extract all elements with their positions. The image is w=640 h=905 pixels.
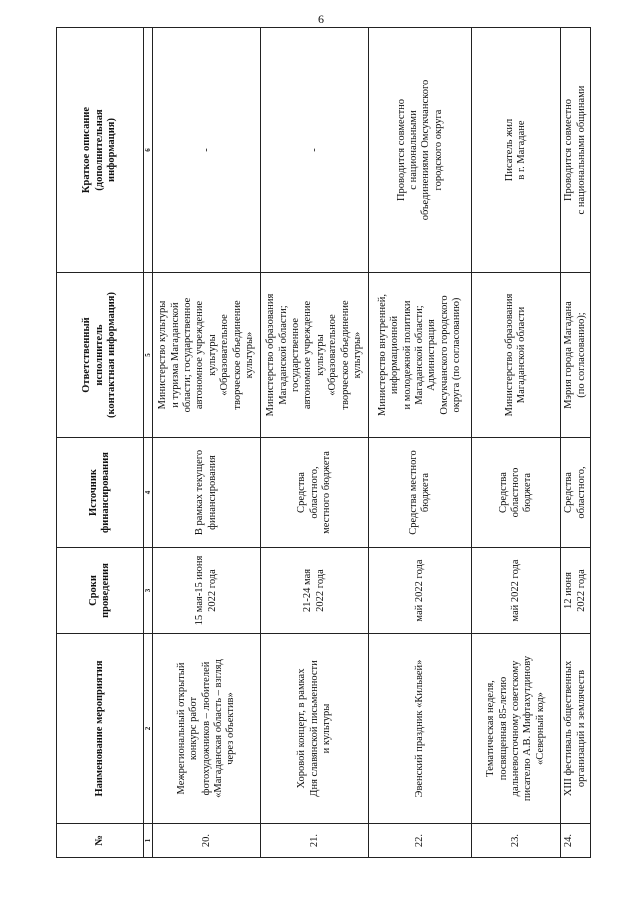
table-row bbox=[369, 28, 472, 858]
funding-source: Средства местного бюджета bbox=[369, 438, 472, 548]
row-num: 22. bbox=[369, 824, 472, 858]
row-num: 20. bbox=[153, 824, 261, 858]
funding-source: Средства областного, местного бюджета bbox=[261, 438, 369, 548]
column-number-row bbox=[144, 28, 153, 858]
col-number: 2 bbox=[144, 634, 153, 824]
col-number: 6 bbox=[144, 28, 153, 273]
col-number: 3 bbox=[144, 548, 153, 634]
event-name: Тематическая неделя, посвященная 85-летию дальневосточному советскому писателю А.В. Мифтахутдинову «Северный код» bbox=[472, 634, 561, 824]
responsible-executor: Министерство внутренней, информационной и молодежной политики Магаданской области; Администрация Омсукчанского городского округа (по согласованию) bbox=[369, 273, 472, 438]
event-description: - bbox=[153, 28, 261, 273]
responsible-executor: Министерство образования Магаданской области bbox=[472, 273, 561, 438]
row-num: 21. bbox=[261, 824, 369, 858]
table-row bbox=[561, 28, 591, 858]
funding-source: В рамках текущего финансирования bbox=[153, 438, 261, 548]
col-number: 5 bbox=[144, 273, 153, 438]
page-number: 6 bbox=[318, 12, 324, 26]
event-dates: май 2022 года bbox=[369, 548, 472, 634]
table-row bbox=[261, 28, 369, 858]
responsible-executor: Мэрия города Магадана (по согласованию); bbox=[561, 273, 591, 438]
event-description: Проводится совместно с национальными общинами bbox=[561, 28, 591, 273]
funding-source: Средства областного, bbox=[561, 438, 591, 548]
event-description: - bbox=[261, 28, 369, 273]
row-num: 23. bbox=[472, 824, 561, 858]
rotated-table-container bbox=[56, 28, 587, 858]
event-dates: 21-24 мая 2022 года bbox=[261, 548, 369, 634]
header-source: Источник финансирования bbox=[57, 438, 144, 548]
col-number: 1 bbox=[144, 824, 153, 858]
header-dates: Сроки проведения bbox=[57, 548, 144, 634]
table-row bbox=[472, 28, 561, 858]
event-dates: май 2022 года bbox=[472, 548, 561, 634]
event-name: Хоровой концерт, в рамках Дня славянской письменности и культуры bbox=[261, 634, 369, 824]
header-num: № bbox=[57, 824, 144, 858]
header-name: Наименование мероприятия bbox=[57, 634, 144, 824]
row-num: 24. bbox=[561, 824, 591, 858]
table-row bbox=[153, 28, 261, 858]
event-description: Проводится совместно с национальными объединениями Омсукчанского городского округа bbox=[369, 28, 472, 273]
event-dates: 12 июня 2022 года bbox=[561, 548, 591, 634]
event-description: Писатель жил в г. Магадане bbox=[472, 28, 561, 273]
event-name: Эвенский праздник «Кильвей» bbox=[369, 634, 472, 824]
funding-source: Средства областного бюджета bbox=[472, 438, 561, 548]
events-table bbox=[56, 27, 591, 858]
col-number: 4 bbox=[144, 438, 153, 548]
event-name: Межрегиональный открытый конкурс работ фотохудожников – любителей «Магаданская область – взгляд через объектив» bbox=[153, 634, 261, 824]
event-name: XIII фестиваль общественных организаций и землячеств bbox=[561, 634, 591, 824]
header-description: Краткое описание (дополнительная информация) bbox=[57, 28, 144, 273]
header-executor: Ответственный исполнитель (контактная информация) bbox=[57, 273, 144, 438]
event-dates: 15 мая-15 июня 2022 года bbox=[153, 548, 261, 634]
responsible-executor: Министерство образования Магаданской области; государственное автономное учреждение культуры «Образовательное творческое объединение культуры» bbox=[261, 273, 369, 438]
table-header-row bbox=[57, 28, 144, 858]
responsible-executor: Министерство культуры и туризма Магаданской области; государственное автономное учреждение культуры «Образовательное творческое объединение культуры» bbox=[153, 273, 261, 438]
